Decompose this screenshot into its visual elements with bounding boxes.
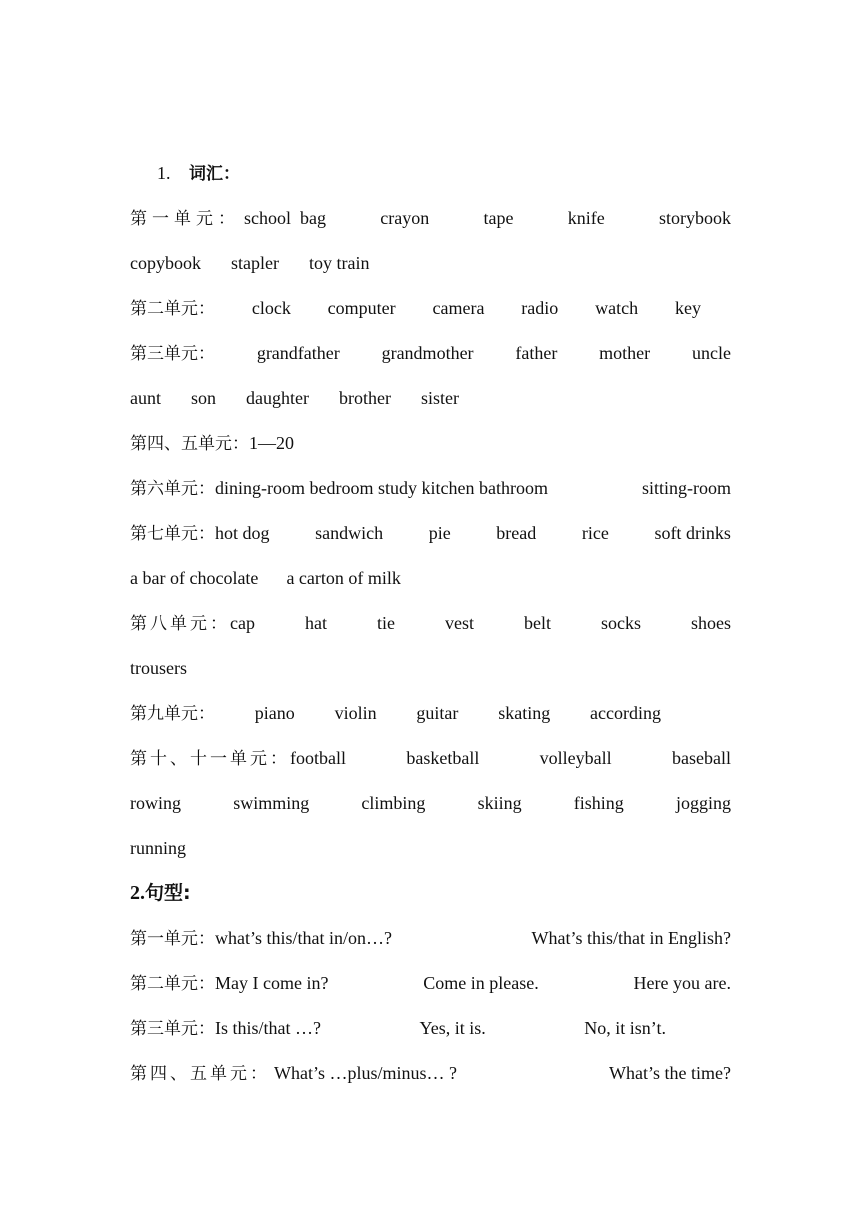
pattern-item: Yes, it is.: [419, 1018, 486, 1038]
pattern-unit-4-5-label: 第四、五单元：: [130, 1064, 270, 1084]
section-1-number: 1.: [157, 163, 171, 183]
vocab-word: fishing: [573, 793, 624, 813]
vocab-word: pie: [428, 523, 451, 543]
vocab-word: hat: [304, 613, 327, 633]
section-1-heading: [157, 158, 240, 188]
pattern-item: Here you are.: [633, 973, 731, 993]
vocab-word: skating: [498, 703, 551, 723]
unit-8-label: 第八单元：: [130, 614, 230, 634]
vocab-word: watch: [595, 298, 639, 318]
section-2-title: 句型:: [145, 882, 191, 904]
vocab-word: uncle: [691, 343, 731, 363]
vocab-word: toy train: [308, 253, 370, 273]
vocab-word: trousers: [130, 658, 187, 678]
vocab-word: grandfather: [256, 343, 340, 363]
vocab-word: crayon: [380, 208, 430, 228]
vocab-word: volleyball: [539, 748, 612, 768]
pattern-unit-2-line: [130, 968, 731, 998]
vocab-unit-7-line-1: [130, 518, 731, 548]
vocab-word: tape: [483, 208, 514, 228]
vocab-word: sitting-room: [642, 478, 731, 498]
pattern-unit-1-line: [130, 923, 731, 953]
vocab-word: swimming: [233, 793, 310, 813]
unit-9-label: 第九单元：: [130, 704, 215, 724]
vocab-word: skiing: [477, 793, 522, 813]
vocab-word: camera: [432, 298, 485, 318]
vocab-value: 1—20: [249, 433, 294, 453]
vocab-word: violin: [334, 703, 377, 723]
vocab-unit-7-line-2: [130, 563, 731, 593]
pattern-item: Come in please.: [423, 973, 539, 993]
vocab-word: aunt: [130, 388, 161, 408]
vocab-word: football: [290, 748, 346, 768]
vocab-word: son: [191, 388, 217, 408]
vocab-word: daughter: [246, 388, 309, 408]
unit-4-5-label: 第四、五单元：: [130, 434, 249, 454]
vocab-word: father: [515, 343, 558, 363]
vocab-word: key: [674, 298, 701, 318]
vocab-word: copybook: [130, 253, 201, 273]
pattern-unit-3-line: [130, 1013, 666, 1043]
vocab-unit-6-line: [130, 473, 731, 503]
section-2-number: 2.: [130, 882, 145, 904]
unit-2-label: 第二单元：: [130, 299, 215, 319]
vocab-word: mother: [599, 343, 651, 363]
unit-1-label: 第一单元：: [130, 209, 240, 229]
vocab-word: baseball: [672, 748, 731, 768]
vocab-word: rowing: [130, 793, 181, 813]
vocab-word: a carton of milk: [286, 568, 401, 588]
vocab-word: shoes: [690, 613, 731, 633]
pattern-unit-1-label: 第一单元：: [130, 929, 215, 949]
vocab-word: jogging: [675, 793, 731, 813]
vocab-word: tie: [376, 613, 395, 633]
vocab-unit-2-line: [130, 293, 701, 323]
vocab-word: hot dog: [215, 523, 270, 543]
section-2-heading: [130, 877, 191, 909]
vocab-word: rice: [581, 523, 609, 543]
vocab-word: storybook: [659, 208, 731, 228]
vocab-word: running: [130, 838, 186, 858]
vocab-word: sister: [420, 388, 459, 408]
vocab-word: sandwich: [315, 523, 384, 543]
vocab-unit-3-line-1: [130, 338, 731, 368]
pattern-item: What’s the time?: [609, 1063, 731, 1083]
vocab-word: clock: [251, 298, 291, 318]
vocab-word: grandmother: [381, 343, 474, 363]
vocab-word: belt: [523, 613, 551, 633]
vocab-word: climbing: [361, 793, 426, 813]
unit-7-label: 第七单元：: [130, 524, 215, 544]
vocab-unit-9-line: [130, 698, 661, 728]
vocab-word: computer: [327, 298, 396, 318]
pattern-item: May I come in?: [215, 973, 329, 993]
vocab-word: socks: [600, 613, 641, 633]
vocab-unit-4-5-line: [130, 428, 731, 458]
pattern-item: What’s …plus/minus… ?: [274, 1063, 457, 1083]
vocab-unit-1-line-1: [130, 203, 731, 233]
unit-6-label: 第六单元：: [130, 479, 215, 499]
vocab-unit-10-11-line-2: [130, 788, 731, 818]
vocab-word: school bag: [244, 208, 326, 228]
vocab-word: a bar of chocolate: [130, 568, 259, 588]
vocab-unit-8-line-1: [130, 608, 731, 638]
vocab-unit-1-line-2: [130, 248, 731, 278]
pattern-item: What’s this/that in English?: [531, 928, 731, 948]
vocab-word: soft drinks: [654, 523, 731, 543]
vocab-word: brother: [339, 388, 391, 408]
vocab-word: vest: [444, 613, 474, 633]
pattern-unit-2-label: 第二单元：: [130, 974, 215, 994]
vocab-word: knife: [567, 208, 605, 228]
pattern-unit-3-label: 第三单元：: [130, 1019, 215, 1039]
pattern-item: Is this/that …?: [215, 1018, 321, 1038]
vocab-word: bread: [496, 523, 537, 543]
pattern-item: what’s this/that in/on…?: [215, 928, 392, 948]
vocab-unit-8-line-2: [130, 653, 731, 683]
unit-10-11-label: 第十、十一单元：: [130, 749, 290, 769]
unit-3-label: 第三单元：: [130, 344, 215, 364]
vocab-word: basketball: [406, 748, 480, 768]
vocab-word: piano: [254, 703, 295, 723]
pattern-unit-4-5-line: [130, 1058, 731, 1088]
vocab-word: guitar: [416, 703, 459, 723]
vocab-unit-3-line-2: [130, 383, 731, 413]
vocab-word: radio: [521, 298, 559, 318]
vocab-word: dining-room bedroom study kitchen bathroom: [215, 478, 548, 498]
vocab-word: cap: [230, 613, 255, 633]
section-1-title: 词汇：: [189, 164, 240, 184]
pattern-item: No, it isn’t.: [584, 1018, 666, 1038]
vocab-unit-10-11-line-3: [130, 833, 731, 863]
vocab-word: stapler: [231, 253, 279, 273]
vocab-word: according: [590, 703, 661, 723]
vocab-unit-10-11-line-1: [130, 743, 731, 773]
